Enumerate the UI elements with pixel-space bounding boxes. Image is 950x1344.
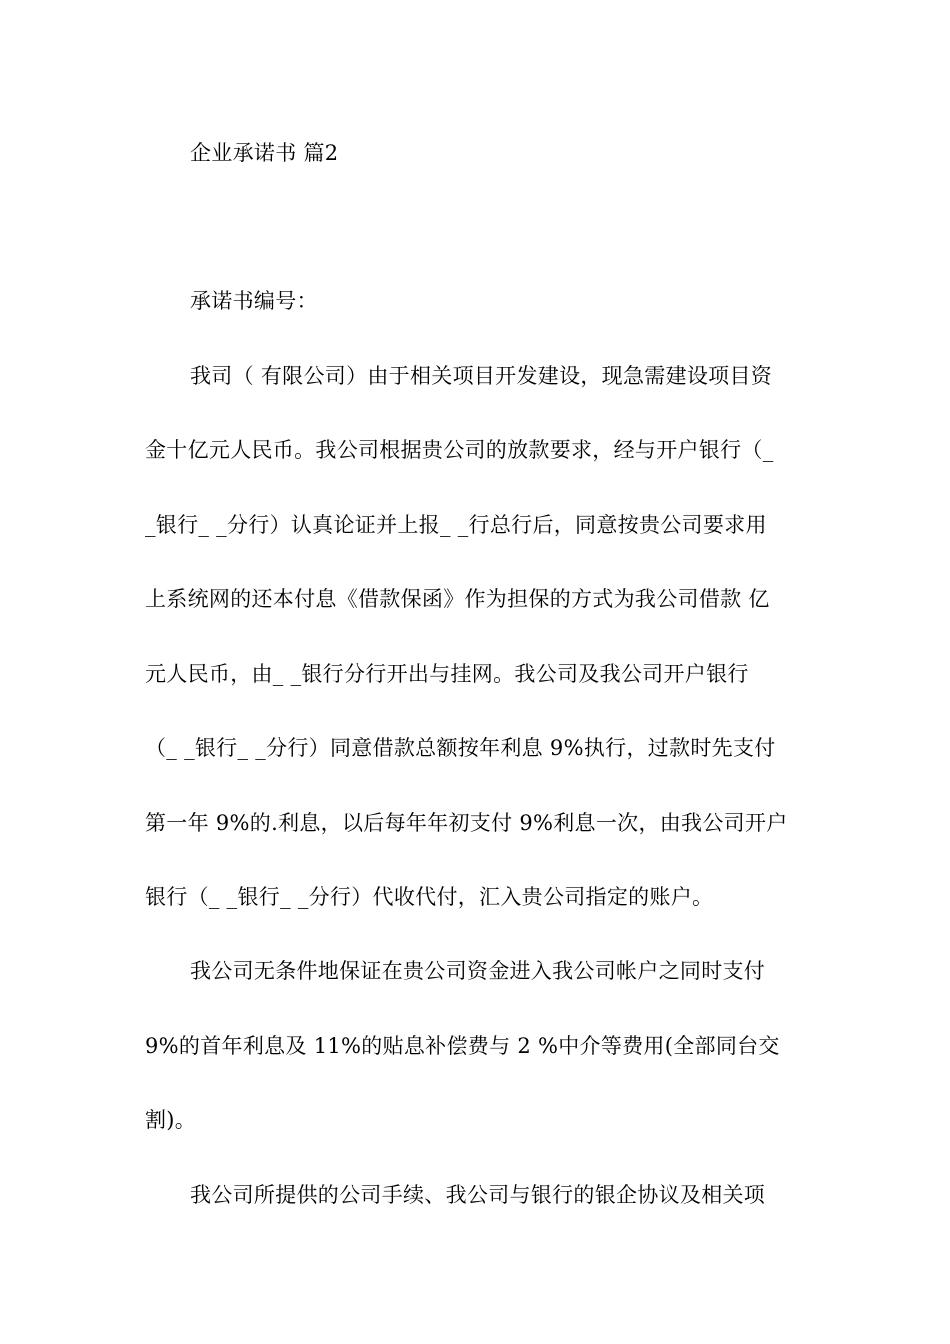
paragraph-line: 割)。 [145,1108,197,1132]
paragraph-line: 第一年 9%的.利息，以后每年年初支付 9%利息一次，由我公司开户 [145,811,788,835]
paragraph-line: 银行（_ _银行_ _分行）代收代付，汇入贵公司指定的账户。 [145,885,714,909]
paragraph-line: 金十亿元人民币。我公司根据贵公司的放款要求，经与开户银行（_ [145,438,774,462]
paragraph-line: 9%的首年利息及 11%的贴息补偿费与 2 %中介等费用(全部同台交 [145,1034,780,1058]
paragraph-line: 上系统网的还本付息《借款保函》作为担保的方式为我公司借款 亿 [145,587,770,611]
paragraph-line: 我司（ 有限公司）由于相关项目开发建设，现急需建设项目资 [190,364,773,388]
paragraph-line: （_ _银行_ _分行）同意借款总额按年利息 9%执行，过款时先支付 [145,736,776,760]
paragraph-line: 承诺书编号： [190,289,318,313]
paragraph-line: 元人民币，由_ _银行分行开出与挂网。我公司及我公司开户银行 [145,662,749,686]
paragraph-line: 我公司所提供的公司手续、我公司与银行的银企协议及相关项 [190,1183,766,1207]
paragraph-line: _银行_ _分行）认真论证并上报_ _行总行后，同意按贵公司要求用 [145,513,767,537]
document-title: 企业承诺书 篇2 [190,141,339,165]
paragraph-line: 我公司无条件地保证在贵公司资金进入我公司帐户之同时支付 [190,959,766,983]
